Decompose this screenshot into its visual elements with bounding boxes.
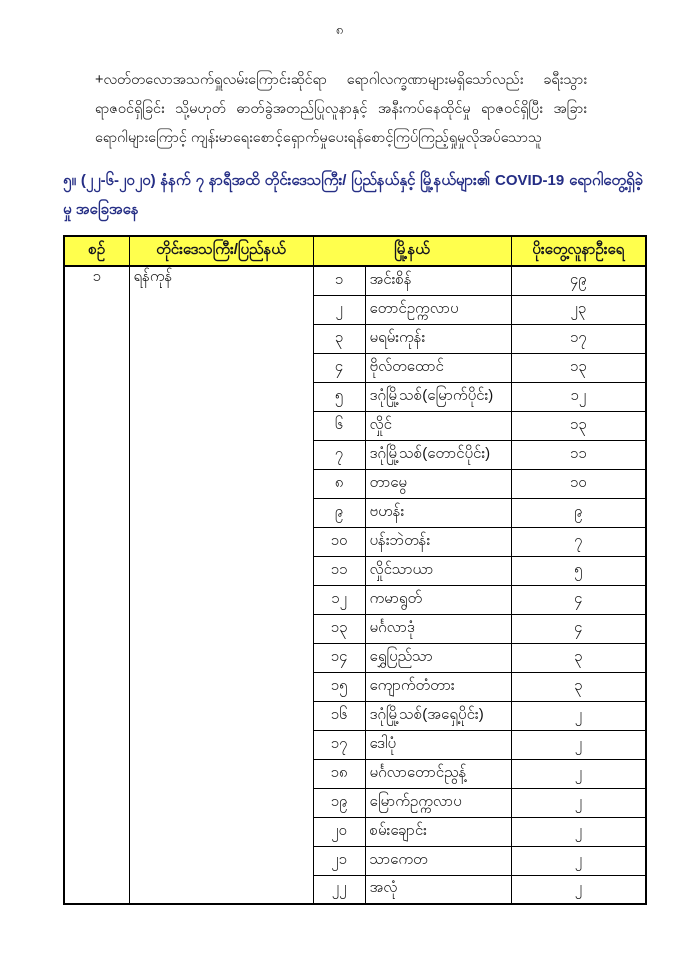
- township-name-cell: ဗဟန်း: [365, 498, 511, 527]
- case-count-cell: ၂၃: [511, 295, 646, 324]
- intro-paragraph: +လတ်တလောအသက်ရှူလမ်းကြောင်းဆိုင်ရာ ရောဂါလက္ခဏာများမရှိသော်လည်း ခရီးသွားရာဇဝင်ရှိခြင်း သို့မဟုတ် ဓာတ်ခွဲအတည်ပြုလူနာနှင့် အနီးကပ်နေထိုင်မှု ရာဇဝင်ရှိပြီး အခြားရောဂါများကြောင့် ကျန်းမာရေးစောင့်ရှောက်မှုပေးရန်စောင့်ကြပ်ကြည့်ရှုမှုလိုအပ်သောသူ: [95, 72, 587, 146]
- case-count-cell: ၉: [511, 498, 646, 527]
- case-count-cell: ၄: [511, 614, 646, 643]
- township-name-cell: မင်္ဂလာတောင်ညွန့်: [365, 759, 511, 788]
- township-serial-cell: ၉: [313, 498, 365, 527]
- township-name-cell: မြောက်ဥက္ကလာပ: [365, 788, 511, 817]
- table-row: [64, 266, 646, 295]
- table-header-row: [64, 236, 646, 266]
- case-count-cell: ၂: [511, 701, 646, 730]
- township-serial-cell: ၇: [313, 440, 365, 469]
- township-serial-cell: ၁၅: [313, 672, 365, 701]
- township-serial-cell: ၁၄: [313, 643, 365, 672]
- township-name-cell: လှိုင်: [365, 411, 511, 440]
- township-serial-cell: ၆: [313, 411, 365, 440]
- table-body: [64, 266, 646, 904]
- case-count-cell: ၄၉: [511, 266, 646, 295]
- case-count-cell: ၄: [511, 585, 646, 614]
- case-count-cell: ၁၂: [511, 382, 646, 411]
- township-name-cell: ဗိုလ်တထောင်: [365, 353, 511, 382]
- case-count-cell: ၁၀: [511, 469, 646, 498]
- case-count-cell: ၁၇: [511, 324, 646, 353]
- case-count-cell: ၃: [511, 643, 646, 672]
- table-header: [64, 236, 646, 266]
- township-name-cell: ရွှေပြည်သာ: [365, 643, 511, 672]
- township-name-cell: ဒဂုံမြို့သစ်(အရှေ့ပိုင်း): [365, 701, 511, 730]
- case-count-cell: ၂: [511, 875, 646, 904]
- township-name-cell: အင်းစိန်: [365, 266, 511, 295]
- case-count-cell: ၁၃: [511, 353, 646, 382]
- township-serial-cell: ၁၁: [313, 556, 365, 585]
- page-number: ၈: [335, 22, 344, 37]
- region-name-cell: ရန်ကုန်: [129, 266, 313, 904]
- section-heading: ၅။ (၂၂-၆-၂၀၂၀) နံနက် ၇ နာရီအထိ တိုင်းဒေသကြီး/ ပြည်နယ်နှင့် မြို့နယ်များ၏ COVID-19 ရောဂါတွေ့ရှိခဲ့မှု အခြေအနေ: [63, 172, 643, 218]
- township-name-cell: လှိုင်သာယာ: [365, 556, 511, 585]
- case-count-cell: ၃: [511, 672, 646, 701]
- township-serial-cell: ၃: [313, 324, 365, 353]
- township-serial-cell: ၂၁: [313, 846, 365, 875]
- case-count-cell: ၁၁: [511, 440, 646, 469]
- township-name-cell: ဒဂုံမြို့သစ်(တောင်ပိုင်း): [365, 440, 511, 469]
- header-township: မြို့နယ်: [313, 236, 511, 266]
- case-count-cell: ၅: [511, 556, 646, 585]
- township-serial-cell: ၁၂: [313, 585, 365, 614]
- township-serial-cell: ၂: [313, 295, 365, 324]
- township-name-cell: တာမွေ: [365, 469, 511, 498]
- township-name-cell: အလုံ: [365, 875, 511, 904]
- township-name-cell: မရမ်းကုန်း: [365, 324, 511, 353]
- township-name-cell: စမ်းချောင်း: [365, 817, 511, 846]
- case-count-cell: ၂: [511, 730, 646, 759]
- header-serial: စဉ်: [64, 236, 129, 266]
- case-count-cell: ၂: [511, 788, 646, 817]
- township-serial-cell: ၂၀: [313, 817, 365, 846]
- township-serial-cell: ၁: [313, 266, 365, 295]
- covid-cases-table: [63, 235, 647, 905]
- township-name-cell: တောင်ဥက္ကလာပ: [365, 295, 511, 324]
- case-count-cell: ၁၃: [511, 411, 646, 440]
- township-serial-cell: ၁၀: [313, 527, 365, 556]
- township-name-cell: သာကေတ: [365, 846, 511, 875]
- case-count-cell: ၂: [511, 759, 646, 788]
- header-region: တိုင်းဒေသကြီး/ပြည်နယ်: [129, 236, 313, 266]
- township-name-cell: မင်္ဂလာဒုံ: [365, 614, 511, 643]
- township-name-cell: ပန်းဘဲတန်း: [365, 527, 511, 556]
- case-count-cell: ၇: [511, 527, 646, 556]
- township-serial-cell: ၁၈: [313, 759, 365, 788]
- township-serial-cell: ၁၉: [313, 788, 365, 817]
- township-serial-cell: ၁၃: [313, 614, 365, 643]
- case-count-cell: ၂: [511, 846, 646, 875]
- township-serial-cell: ၅: [313, 382, 365, 411]
- township-serial-cell: ၄: [313, 353, 365, 382]
- township-serial-cell: ၈: [313, 469, 365, 498]
- region-serial-cell: ၁: [64, 266, 129, 904]
- township-serial-cell: ၁၆: [313, 701, 365, 730]
- township-name-cell: ဒဂုံမြို့သစ်(မြောက်ပိုင်း): [365, 382, 511, 411]
- township-serial-cell: ၂၂: [313, 875, 365, 904]
- township-name-cell: ဒေါပုံ: [365, 730, 511, 759]
- township-name-cell: ကျောက်တံတား: [365, 672, 511, 701]
- township-serial-cell: ၁၇: [313, 730, 365, 759]
- header-cases: ပိုးတွေ့လူနာဦးရေ: [511, 236, 646, 266]
- case-count-cell: ၂: [511, 817, 646, 846]
- township-name-cell: ကမာရွတ်: [365, 585, 511, 614]
